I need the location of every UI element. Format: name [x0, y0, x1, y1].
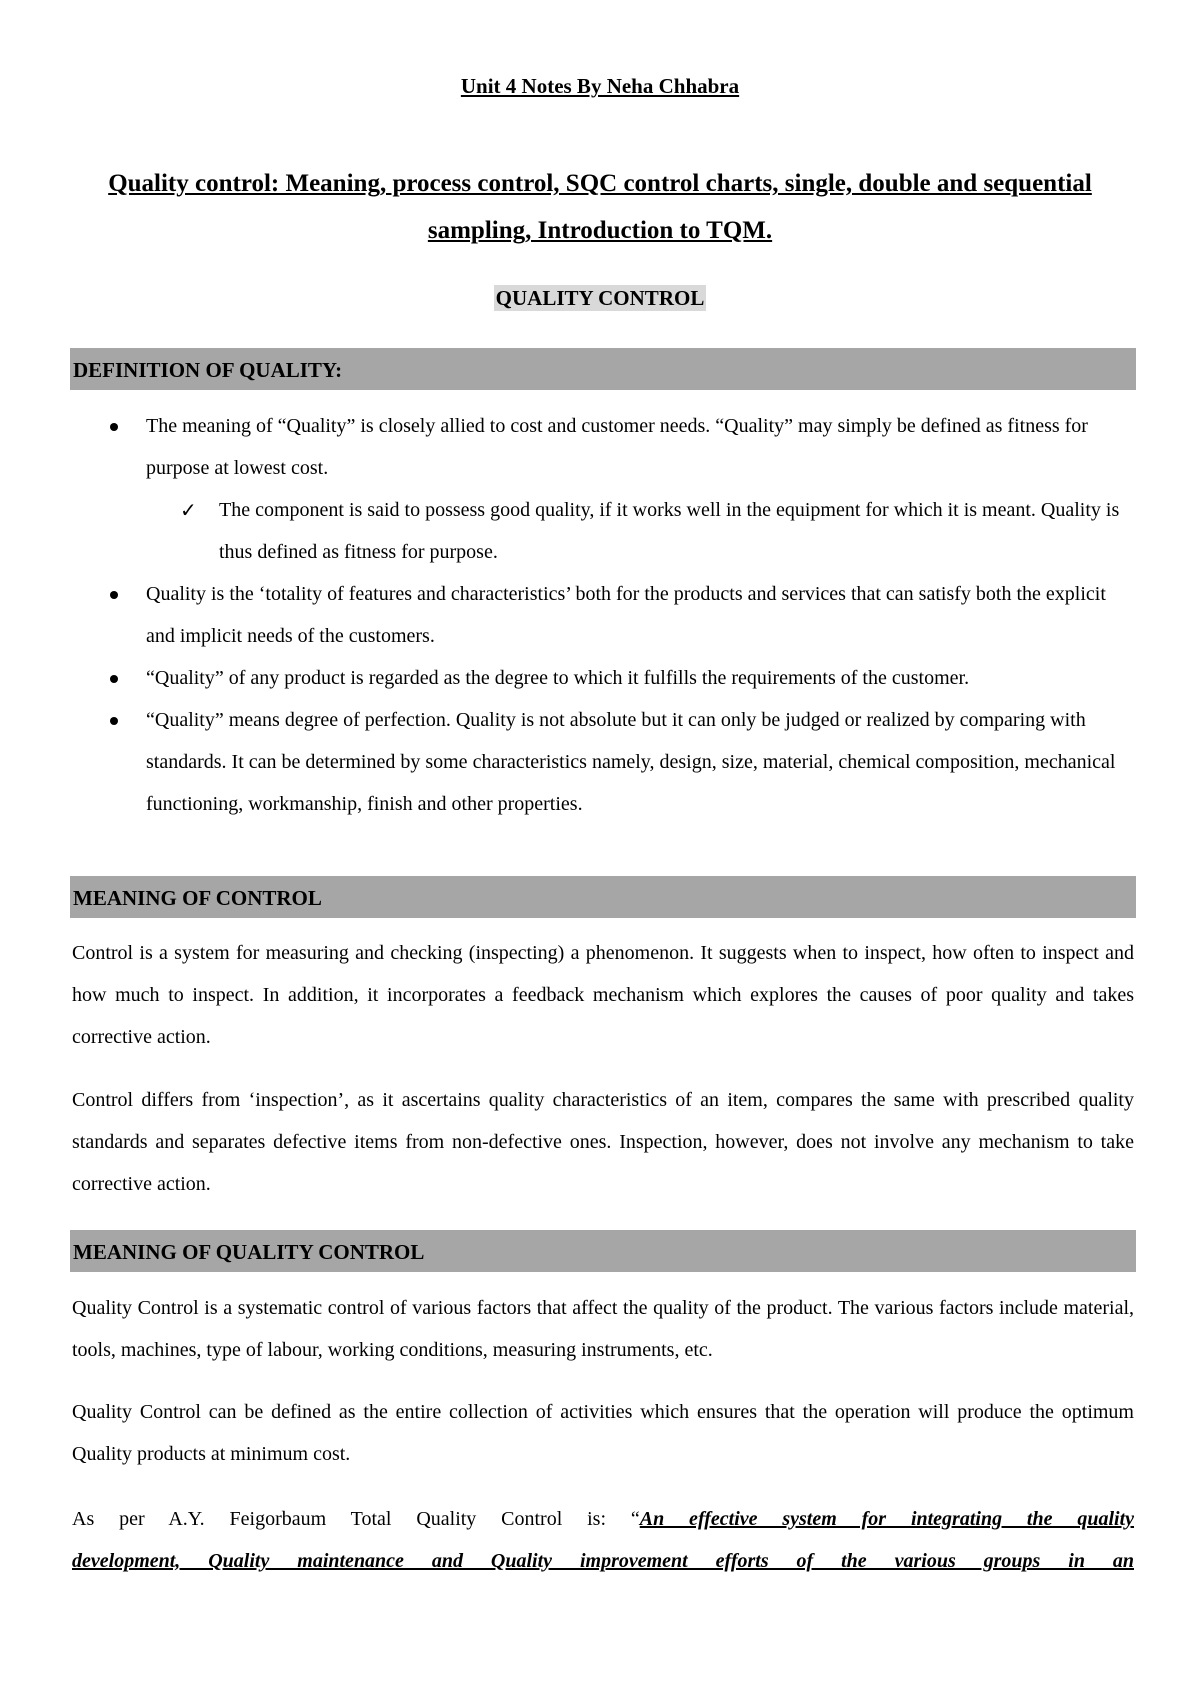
bullet-icon: [110, 675, 118, 683]
checkmark-icon: ✓: [180, 498, 197, 522]
main-heading: [0, 286, 1200, 311]
quote-intro: As per A.Y. Feigorbaum Total Quality Control is: “: [72, 1508, 640, 1530]
bullet-text: Quality is the ‘totality of features and characteristics’ both for the products and services that can satisfy both the explicit and implicit needs of the customers.: [146, 583, 1106, 647]
bullet-icon: [110, 717, 118, 725]
sub-list-item: [108, 489, 1138, 573]
unit-title: Quality control: Meaning, process control, SQC control charts, single, double and sequential sampling, Introduction to TQM.: [108, 170, 1092, 244]
bullet-text: “Quality” means degree of perfection. Quality is not absolute but it can only be judged or realized by comparing with standards. It can be determined by some characteristics namely, design, size, material, chemical composition, mechanical functioning, workmanship, finish and other properties.: [146, 709, 1116, 815]
main-heading-text: QUALITY CONTROL: [495, 286, 705, 310]
bullet-text: “Quality” of any product is regarded as the degree to which it fulfills the requirements of the customer.: [146, 667, 970, 689]
list-item: [108, 699, 1138, 825]
quality-control-paragraph-1: Quality Control is a systematic control of various factors that affect the quality of the product. The various factors include material, tools, machines, type of labour, working conditions, measuring instruments, etc.: [72, 1297, 1134, 1361]
list-item: [108, 405, 1138, 489]
list-item: [108, 573, 1138, 657]
control-paragraph-1: Control is a system for measuring and checking (inspecting) a phenomenon. It suggests when to inspect, how often to inspect and how much to inspect. In addition, it incorporates a feedback mechanism which explores the causes of poor quality and takes corrective action.: [72, 942, 1134, 1048]
bullet-icon: [110, 591, 118, 599]
bullet-text: The meaning of “Quality” is closely allied to cost and customer needs. “Quality” may simply be defined as fitness for purpose at lowest cost.: [146, 415, 1088, 479]
feigenbaum-definition: [72, 1498, 1134, 1540]
quality-control-heading: MEANING OF QUALITY CONTROL: [70, 1230, 1136, 1272]
author-line: Unit 4 Notes By Neha Chhabra: [460, 74, 740, 98]
control-heading: MEANING OF CONTROL: [70, 876, 1136, 918]
definition-heading: DEFINITION OF QUALITY:: [70, 348, 1136, 390]
list-item: [108, 657, 1138, 699]
definition-list: [108, 405, 1138, 825]
quote-text: An effective system for integrating the quality: [639, 1508, 1135, 1530]
quality-control-paragraph-2: Quality Control can be defined as the entire collection of activities which ensures that the operation will produce the optimum Quality products at minimum cost.: [72, 1401, 1134, 1465]
control-paragraph-2: Control differs from ‘inspection’, as it ascertains quality characteristics of an item, compares the same with prescribed quality standards and separates defective items from non-defective ones. Inspection, however, does not involve any mechanism to take corrective action.: [72, 1089, 1134, 1195]
sub-bullet-text: The component is said to possess good quality, if it works well in the equipment for which it is meant. Quality is thus defined as fitness for purpose.: [219, 499, 1120, 563]
quote-continuation: development, Quality maintenance and Quality improvement efforts of the various groups in an: [72, 1550, 1134, 1572]
bullet-icon: [110, 423, 118, 431]
